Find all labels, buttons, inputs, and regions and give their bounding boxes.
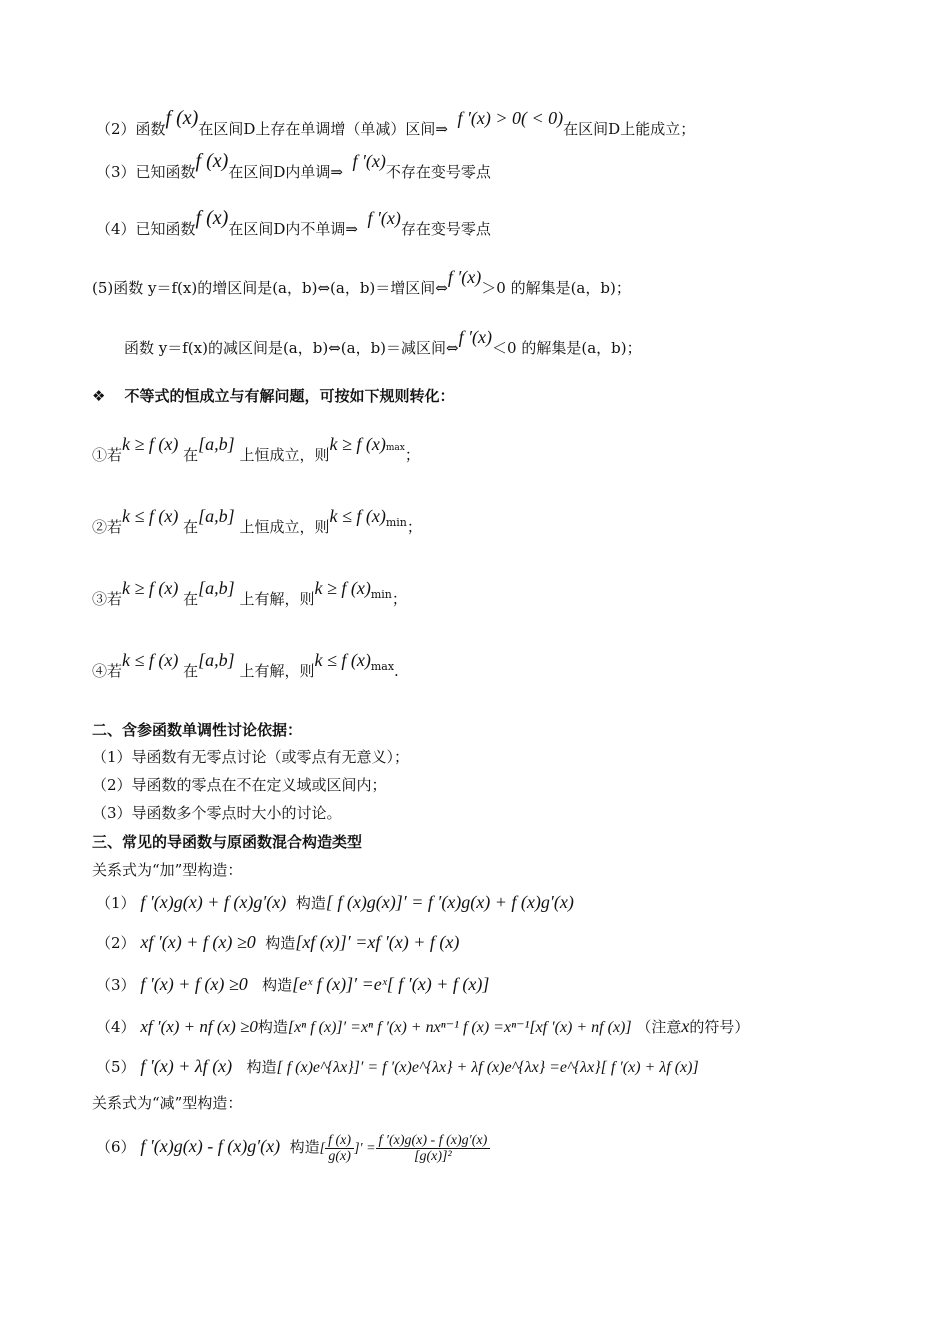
math-result: [xf (x)]′ =xf ′(x) + f (x): [295, 932, 460, 952]
fraction-denominator: g(x): [328, 1148, 351, 1164]
ineq-zai: 在: [183, 662, 199, 680]
construct-num: （2）: [96, 934, 136, 952]
ineq-num: ①若: [92, 446, 123, 464]
construct-num: （6）: [96, 1138, 136, 1156]
math-fprime: f ′(x): [352, 151, 386, 171]
rule-4-mid: 在区间D内不单调⇒: [228, 220, 358, 238]
rule-3-label: （3）已知函数: [96, 163, 196, 181]
ineq-item: [92, 506, 422, 539]
math-subscript: max: [370, 660, 395, 673]
ineq-end: ；: [391, 590, 407, 608]
ineq-mid: 上恒成立，则: [239, 446, 330, 464]
math-expr: xf ′(x) + nf (x) ≥0: [140, 1017, 258, 1036]
math-lhs: k ≤ f (x): [122, 650, 179, 670]
math-fprime: f ′(x): [447, 267, 482, 287]
ineq-num: ③若: [92, 590, 123, 608]
ineq-num: ②若: [92, 518, 123, 536]
math-expr: f ′(x)g(x) + f (x)g′(x): [140, 892, 287, 912]
math-expr: f ′(x)g(x) - f (x)g′(x): [140, 1136, 281, 1156]
diamond-bullet-icon: ❖: [92, 387, 106, 405]
math-lhs: k ≥ f (x): [122, 578, 179, 598]
rule-5b-end: ＜0 的解集是(a，b)；: [492, 339, 642, 357]
rule-4-label: （4）已知函数: [96, 220, 196, 238]
construct-item: [96, 1016, 749, 1038]
construct-word: 构造: [265, 934, 296, 952]
math-f: f (x): [195, 150, 229, 172]
add-intro: 关系式为“加”型构造：: [92, 861, 243, 879]
math-interval: [a,b]: [198, 506, 235, 526]
rule-4: [96, 207, 491, 239]
rule-3: [96, 150, 491, 182]
math-x: x: [681, 1016, 690, 1036]
math-result: [eˣ f (x)]′ =eˣ[ f ′(x) + f (x)]: [292, 974, 490, 994]
ineq-mid: 上有解，则: [239, 662, 315, 680]
math-fprime: f ′(x): [367, 208, 401, 228]
ineq-end: .: [394, 662, 399, 680]
note-close: 的符号）: [689, 1018, 750, 1036]
section-2-item: （2）导函数的零点在不在定义域或区间内；: [92, 776, 387, 794]
fraction-denominator: [g(x)]²: [414, 1148, 452, 1164]
rule-5b-text: 函数 y＝f(x)的减区间是(a，b)⇔(a，b)＝减区间⇔: [124, 339, 459, 357]
math-subscript: max: [385, 443, 405, 453]
construct-word: 构造: [257, 1018, 288, 1036]
ineq-item: [92, 578, 407, 611]
math-f: f (x): [195, 207, 229, 229]
math-interval: [a,b]: [198, 578, 235, 598]
math-lhs: k ≥ f (x): [122, 434, 179, 454]
section-3-title: 三、常见的导函数与原函数混合构造类型: [92, 833, 363, 851]
rule-2: [96, 107, 696, 139]
construct-word: 构造: [289, 1138, 320, 1156]
construct-num: （1）: [96, 894, 136, 912]
rule-3-end: 不存在变号零点: [385, 163, 491, 181]
rule-5-end: ＞0 的解集是(a，b)；: [481, 279, 631, 297]
ineq-zai: 在: [183, 518, 199, 536]
math-bracket-open: [: [319, 1141, 326, 1156]
rule-5: [92, 267, 631, 298]
math-interval: [a,b]: [198, 650, 235, 670]
note-open: （注意: [636, 1018, 682, 1036]
sub-intro: 关系式为“减”型构造：: [92, 1094, 243, 1112]
ineq-heading: [92, 386, 455, 406]
construct-item: [96, 932, 459, 953]
math-rhs: k ≥ f (x): [314, 578, 371, 598]
ineq-mid: 上有解，则: [239, 590, 315, 608]
construct-word: 构造: [295, 894, 326, 912]
math-bracket-close: ]′ =: [354, 1141, 376, 1156]
math-result: [ f (x)g(x)]′ = f ′(x)g(x) + f (x)g′(x): [325, 892, 574, 912]
ineq-zai: 在: [183, 590, 199, 608]
construct-item: [96, 1056, 699, 1078]
construct-word: 构造: [246, 1058, 277, 1076]
construct-item: [96, 1128, 490, 1167]
ineq-end: ；: [404, 446, 420, 464]
math-lhs: k ≤ f (x): [122, 506, 179, 526]
rule-5-text: (5)函数 y＝f(x)的增区间是(a，b)⇔(a，b)＝增区间⇔: [92, 279, 448, 297]
rule-2-mid: 在区间D上存在单调增（单减）区间⇒: [198, 120, 448, 138]
math-subscript: min: [370, 588, 392, 601]
ineq-mid: 上恒成立，则: [239, 518, 330, 536]
section-2-title: 二、含参函数单调性讨论依据：: [92, 721, 303, 739]
ineq-num: ④若: [92, 662, 123, 680]
construct-num: （3）: [96, 976, 136, 994]
construct-num: （5）: [96, 1058, 136, 1076]
math-expr: f ′(x) + f (x) ≥0: [140, 974, 248, 994]
math-subscript: min: [385, 516, 407, 529]
construct-item: [96, 974, 489, 995]
rule-5b: [124, 327, 642, 358]
ineq-item: [92, 434, 420, 468]
rule-3-mid: 在区间D内单调⇒: [228, 163, 343, 181]
section-2-item: （3）导函数多个零点时大小的讨论。: [92, 804, 342, 822]
math-rhs: k ≤ f (x): [314, 650, 371, 670]
math-fprime: f ′(x): [458, 327, 493, 347]
math-rhs: k ≤ f (x): [329, 506, 386, 526]
construct-item: [96, 892, 574, 913]
rule-2-end: 在区间D上能成立；: [563, 120, 696, 138]
math-result: [xⁿ f (x)]′ =xⁿ f ′(x) + nxⁿ⁻¹ f (x) =xⁿ⁻¹[xf ′(x) + nf (x)]: [287, 1019, 632, 1036]
math-result: [ f (x)e^{λx}]′ = f ′(x)e^{λx} + λf (x)e^{λx} =e^{λx}[ f ′(x) + λf (x)]: [276, 1059, 699, 1076]
math-expr: xf ′(x) + f (x) ≥0: [140, 932, 256, 952]
section-2-item: （1）导函数有无零点讨论（或零点有无意义）；: [92, 748, 410, 766]
construct-word: 构造: [262, 976, 293, 994]
math-rhs: k ≥ f (x): [329, 434, 386, 454]
math-interval: [a,b]: [198, 434, 235, 454]
math-f: f (x): [165, 107, 199, 129]
math-expr: f ′(x) + λf (x): [140, 1056, 233, 1076]
fraction-right: [376, 1133, 491, 1164]
ineq-end: ；: [406, 518, 422, 536]
math-condition: f ′(x) > 0( < 0): [457, 108, 564, 128]
construct-num: （4）: [96, 1018, 136, 1036]
ineq-item: [92, 650, 399, 683]
fraction-left: [325, 1133, 354, 1164]
rule-2-label: （2）函数: [96, 120, 166, 138]
ineq-zai: 在: [183, 446, 199, 464]
fraction-numerator: f ′(x)g(x) - f (x)g′(x): [376, 1133, 491, 1149]
rule-4-end: 存在变号零点: [400, 220, 491, 238]
ineq-heading-text: 不等式的恒成立与有解问题，可按如下规则转化：: [124, 387, 455, 405]
fraction-numerator: f (x): [325, 1133, 354, 1149]
